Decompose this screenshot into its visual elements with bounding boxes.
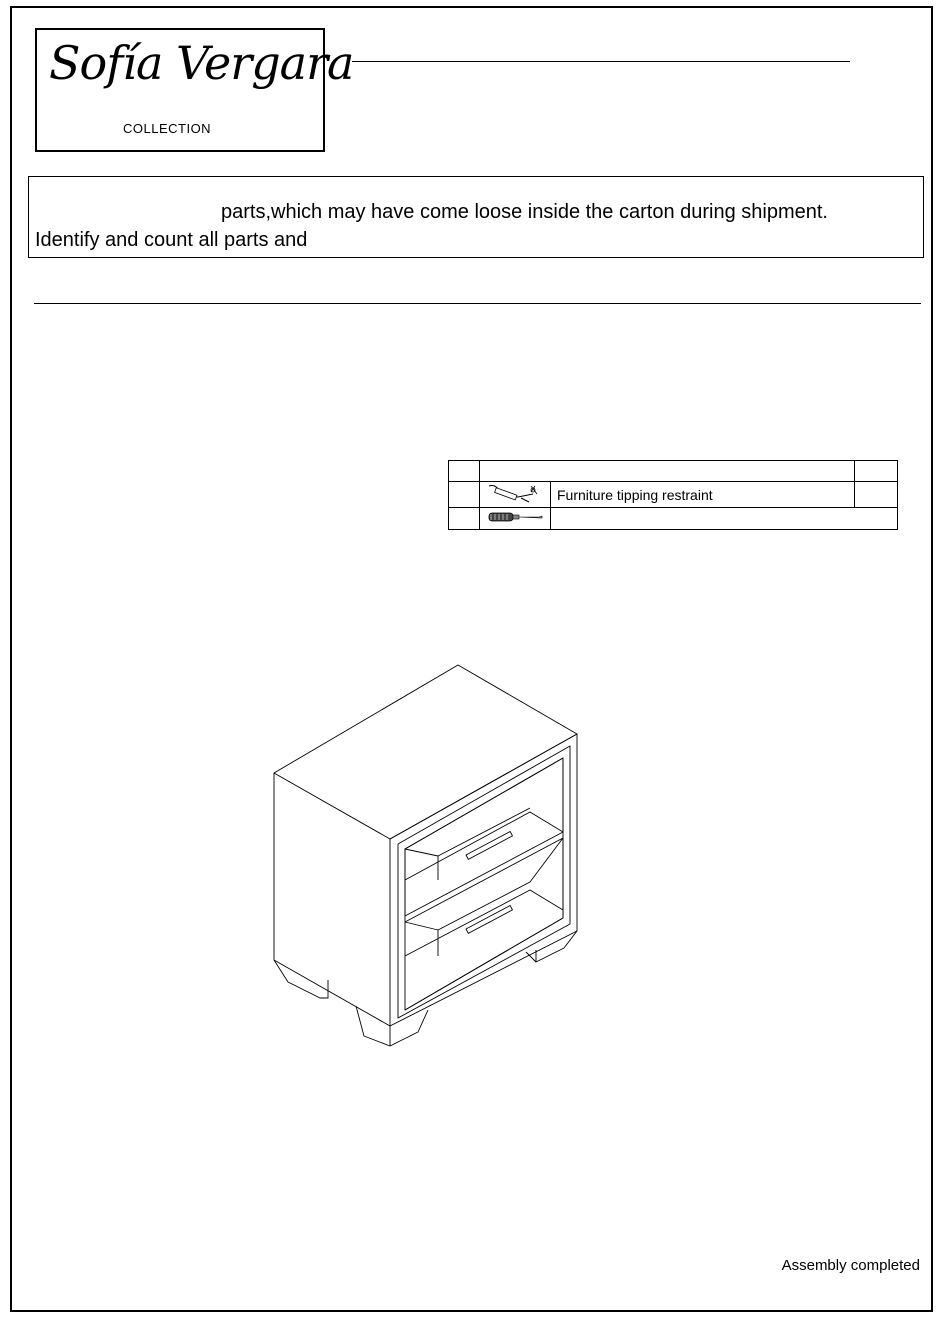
part-qty-cell [855,461,898,482]
notice-line-1: parts,which may have come loose inside the carton during shipment. [221,201,828,223]
brand-logo [35,28,354,152]
assembly-completed-label: Assembly completed [781,1257,920,1274]
table-row [449,482,898,508]
logo-script-text: Sofía Vergara [49,36,354,90]
tipping-restraint-icon [480,482,551,508]
logo-subtitle: COLLECTION [123,121,212,136]
part-number-cell [449,508,480,530]
nightstand-illustration [268,660,588,1060]
title-underline [352,61,850,62]
table-row [449,508,898,530]
part-description-cell [480,461,855,482]
part-number-cell [449,461,480,482]
part-number-cell [449,482,480,508]
part-description-cell [551,508,898,530]
parts-table [448,460,898,530]
table-row [449,461,898,482]
notice-box [28,176,924,258]
part-qty-cell [855,482,898,508]
section-divider [34,303,921,304]
screwdriver-icon [480,508,551,530]
part-description-cell: Furniture tipping restraint [551,482,855,508]
notice-line-2: Identify and count all parts and [35,229,308,251]
